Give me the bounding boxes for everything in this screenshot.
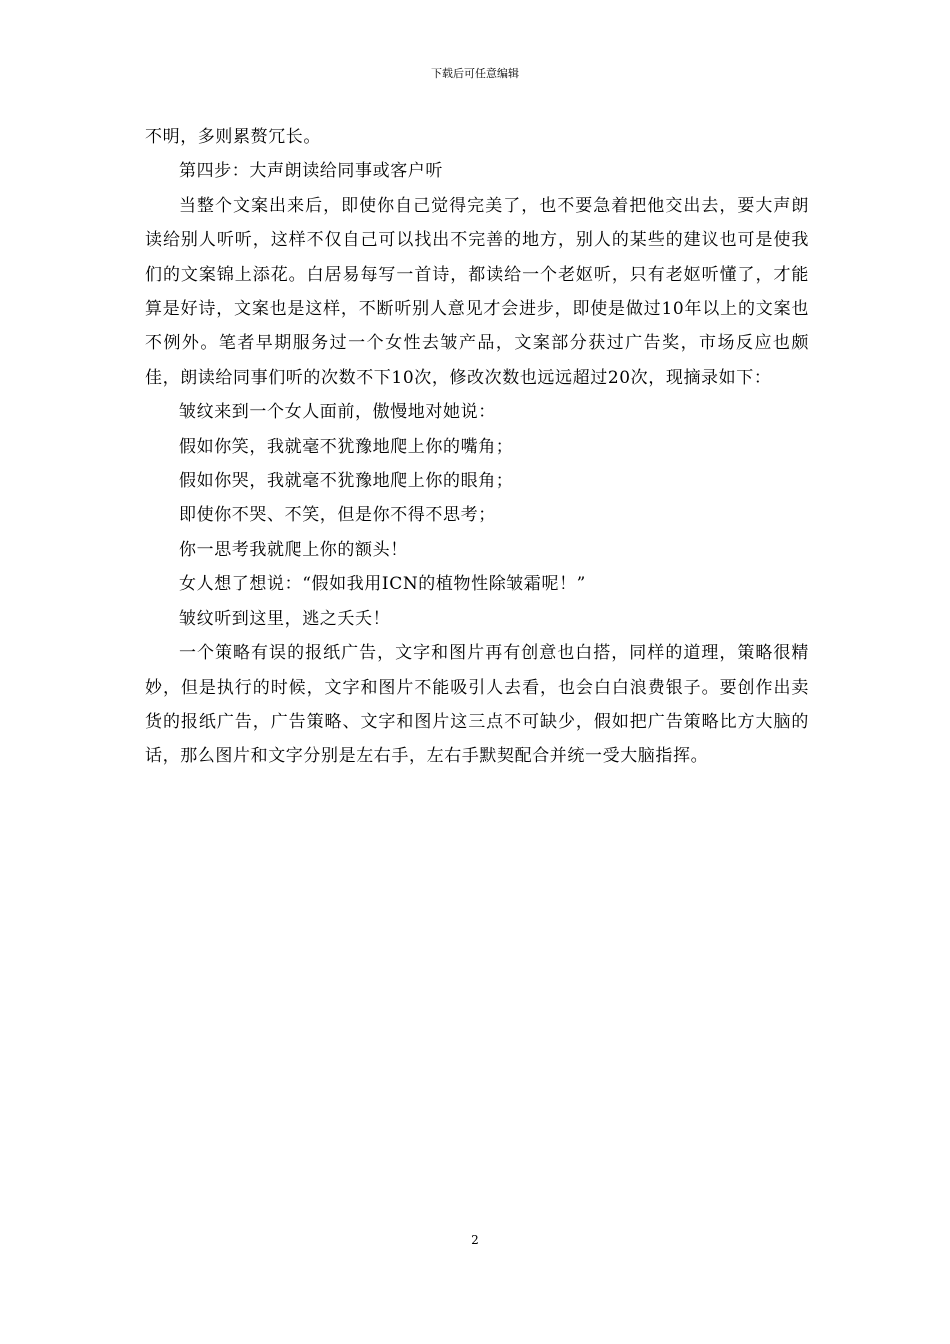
- quote-line: 皱纹来到一个女人面前，傲慢地对她说：: [179, 402, 496, 423]
- quote-line: 假如你哭，我就毫不犹豫地爬上你的眼角；: [179, 471, 514, 492]
- quote-line: 你一思考我就爬上你的额头！: [179, 539, 408, 560]
- paragraph: 当整个文案出来后，即使你自己觉得完美了，也不要急着把他交出去，要大声朗读给别人听听，这样不仅自己可以找出不完善的地方，别人的某些的建议也可是使我们的文案锦上添花。白居易每写一首诗，都读给一个老妪听，只有老妪听懂了，才能算是好诗，文案也是这样，不断听别人意见才会进步，即使是做过10年以上的文案也不例外。笔者早期服务过一个女性去皱产品，文案部分获过广告奖，市场反应也颇佳，朗读给同事们听的次数不下10次，修改次数也远远超过20次，现摘录如下：: [145, 195, 809, 388]
- page-header: 下载后可任意编辑: [431, 67, 519, 80]
- quote-line: 皱纹听到这里，逃之夭夭！: [179, 608, 391, 629]
- quote-line: 假如你笑，我就毫不犹豫地爬上你的嘴角；: [179, 436, 514, 457]
- quote-line: 即使你不哭、不笑，但是你不得不思考；: [179, 505, 496, 526]
- quote-line: 女人想了想说：“假如我用ICN的植物性除皱霜呢！”: [179, 574, 586, 595]
- paragraph: 一个策略有误的报纸广告，文字和图片再有创意也白搭，同样的道理，策略很精妙，但是执行的时候，文字和图片不能吸引人去看，也会白白浪费银子。要创作出卖货的报纸广告，广告策略、文字和图片这三点不可缺少，假如把广告策略比方大脑的话，那么图片和文字分别是左右手，左右手默契配合并统一受大脑指挥。: [145, 643, 809, 767]
- page-number: 2: [471, 1233, 479, 1247]
- document-body: [145, 120, 809, 774]
- paragraph-continuation: 不明，多则累赘冗长。: [145, 127, 321, 147]
- section-heading-step-four: 第四步：大声朗读给同事或客户听: [179, 161, 443, 182]
